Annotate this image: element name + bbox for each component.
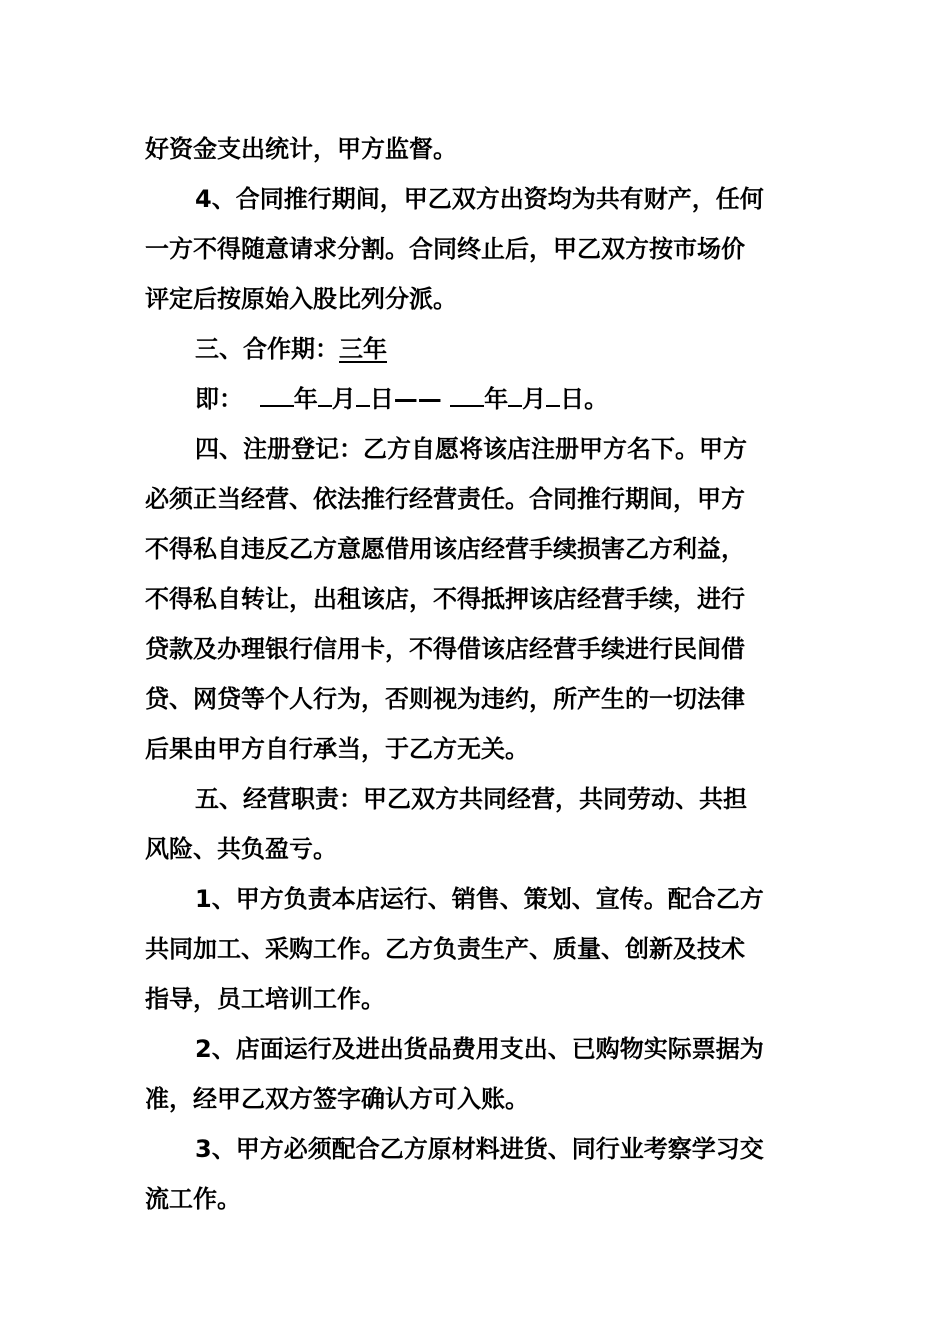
paragraph-line: 贷、网贷等个人行为，否则视为违约，所产生的一切法律 — [145, 685, 745, 713]
paragraph-line: 贷款及办理银行信用卡，不得借该店经营手续进行民间借 — [145, 635, 745, 663]
document-body — [145, 124, 817, 1224]
day-blank — [546, 385, 560, 407]
paragraph-line: 风险、共负盈亏。 — [145, 835, 337, 863]
day-dash-label: 日—— — [369, 385, 442, 413]
paragraph-line: 3、甲方必须配合乙方原材料进货、同行业考察学习交 — [195, 1135, 764, 1163]
paragraph-line: 指导，员工培训工作。 — [145, 985, 385, 1013]
paragraph-line: 五、经营职责：甲乙双方共同经营，共同劳动、共担 — [195, 785, 747, 813]
month-blank — [508, 385, 522, 407]
date-range-label: 即： — [195, 385, 243, 413]
month-label: 月 — [331, 385, 356, 413]
paragraph-line: 后果由甲方自行承当，于乙方无关。 — [145, 735, 529, 763]
day-blank — [356, 385, 370, 407]
paragraph-line: 流工作。 — [145, 1185, 241, 1213]
cooperation-period-value: 三年 — [339, 335, 387, 363]
month-blank — [318, 385, 332, 407]
paragraph-line: 共同加工、采购工作。乙方负责生产、质量、创新及技术 — [145, 935, 745, 963]
cooperation-period-line — [145, 324, 817, 374]
paragraph-line: 必须正当经营、依法推行经营责任。合同推行期间，甲方 — [145, 485, 745, 513]
paragraph-line: 不得私自转让，出租该店，不得抵押该店经营手续，进行 — [145, 585, 745, 613]
paragraph-line: 四、注册登记：乙方自愿将该店注册甲方名下。甲方 — [195, 435, 747, 463]
year-label: 年 — [484, 385, 509, 413]
paragraph-line: 一方不得随意请求分割。合同终止后，甲乙双方按市场价 — [145, 235, 745, 263]
paragraph-line: 2、店面运行及进出货品费用支出、已购物实际票据为 — [195, 1035, 764, 1063]
paragraph-line: 1、甲方负责本店运行、销售、策划、宣传。配合乙方 — [195, 885, 764, 913]
paragraph-line: 好资金支出统计，甲方监督。 — [145, 135, 457, 163]
month-label: 月 — [522, 385, 547, 413]
paragraph-line: 准，经甲乙双方签字确认方可入账。 — [145, 1085, 529, 1113]
cooperation-period-label: 三、合作期： — [195, 335, 339, 363]
paragraph-line: 4、合同推行期间，甲乙双方出资均为共有财产，任何 — [195, 185, 764, 213]
day-label: 日。 — [560, 385, 609, 413]
paragraph-line: 评定后按原始入股比列分派。 — [145, 285, 457, 313]
year-blank — [260, 385, 294, 407]
paragraph-line: 不得私自违反乙方意愿借用该店经营手续损害乙方利益， — [145, 535, 745, 563]
date-range-line — [145, 374, 817, 424]
year-label: 年 — [293, 385, 318, 413]
year-blank — [450, 385, 484, 407]
